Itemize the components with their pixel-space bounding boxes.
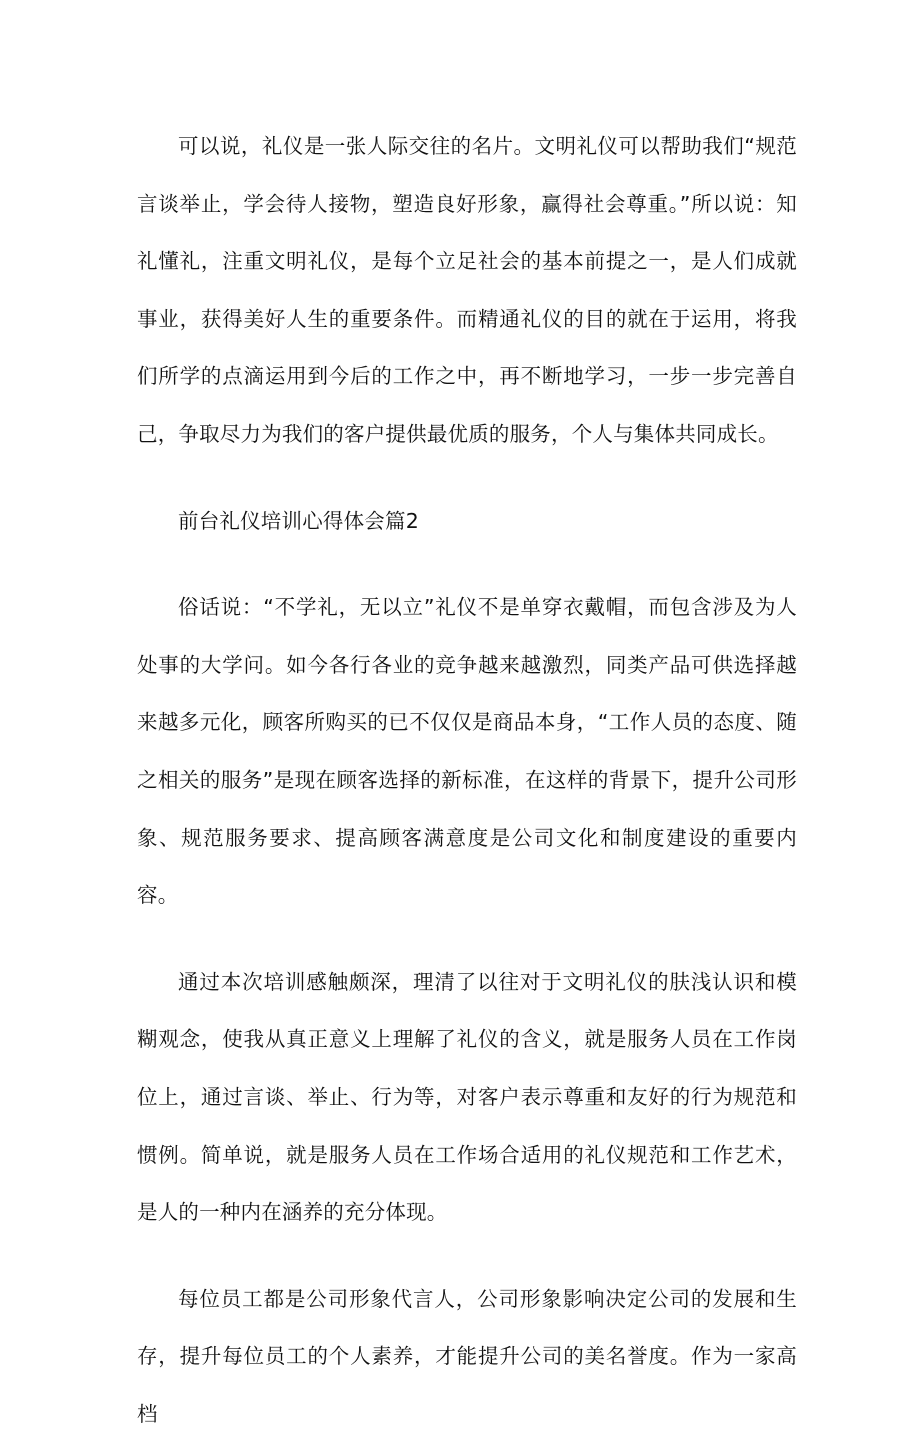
paragraph-2: 俗话说：“不学礼，无以立”礼仪不是单穿衣戴帽，而包含涉及为人处事的大学问。如今各行各业的竞争越来越激烈，同类产品可供选择越来越多元化，顾客所购买的已不仅仅是商品本身，“工作人员的态度、随之相关的服务”是现在顾客选择的新标准，在这样的背景下，提升公司形象、规范服务要求、提高顾客满意度是公司文化和制度建设的重要内容。 bbox=[137, 595, 797, 908]
paragraph-3: 通过本次培训感触颇深，理清了以往对于文明礼仪的肤浅认识和模糊观念，使我从真正意义上理解了礼仪的含义，就是服务人员在工作岗位上，通过言谈、举止、行为等，对客户表示尊重和友好的行为规范和惯例。简单说，就是服务人员在工作场合适用的礼仪规范和工作艺术，是人的一种内在涵养的充分体现。 bbox=[137, 969, 797, 1225]
paragraph-4: 每位员工都是公司形象代言人，公司形象影响决定公司的发展和生存，提升每位员工的个人素养，才能提升公司的美名誉度。作为一家高档 bbox=[137, 1286, 797, 1426]
document-body bbox=[137, 118, 797, 1443]
section-heading: 前台礼仪培训心得体会篇2 bbox=[178, 508, 419, 533]
paragraph-1: 可以说，礼仪是一张人际交往的名片。文明礼仪可以帮助我们“规范言谈举止，学会待人接物，塑造良好形象，赢得社会尊重。”所以说：知礼懂礼，注重文明礼仪，是每个立足社会的基本前提之一，是人们成就事业，获得美好人生的重要条件。而精通礼仪的目的就在于运用，将我们所学的点滴运用到今后的工作之中，再不断地学习，一步一步完善自己，争取尽力为我们的客户提供最优质的服务，个人与集体共同成长。 bbox=[137, 134, 797, 446]
